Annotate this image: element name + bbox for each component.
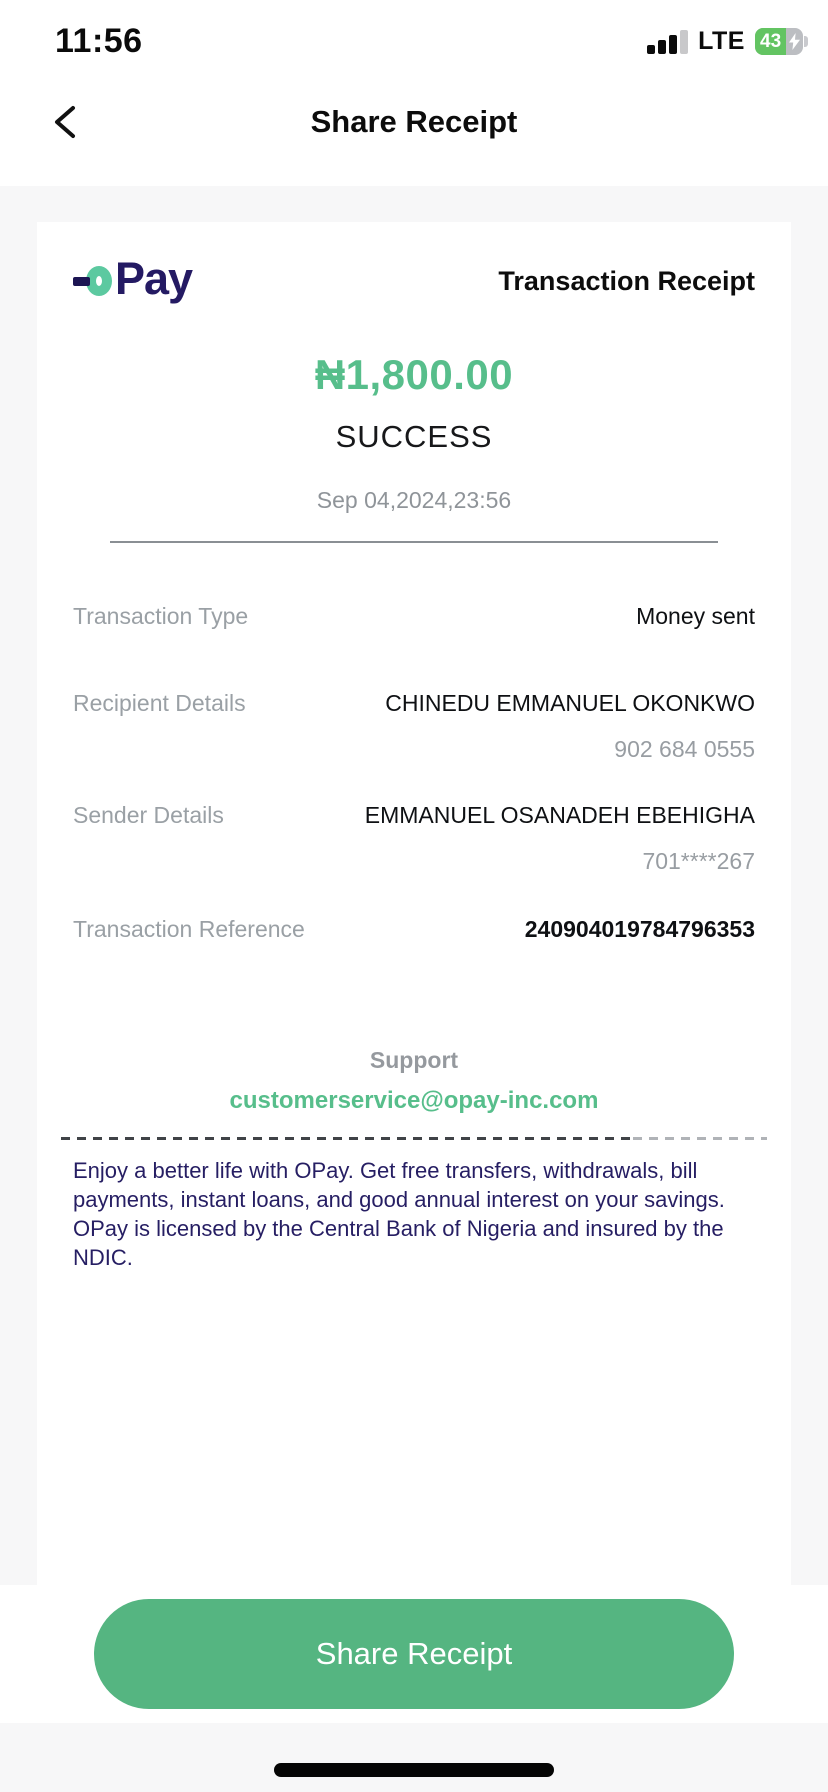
footer-note: Enjoy a better life with OPay. Get free transfers, withdrawals, bill payments, instant loans, and good annual interest on your savings. OPay is licensed by the Central Bank of Nigeria and insured by the NDIC. bbox=[73, 1158, 725, 1270]
row-label: Transaction Type bbox=[73, 603, 249, 629]
page-title: Share Receipt bbox=[310, 104, 518, 139]
nav-bar bbox=[0, 96, 828, 148]
action-bar bbox=[0, 1585, 828, 1723]
receipt-card bbox=[37, 222, 791, 1585]
transaction-status: SUCCESS bbox=[335, 419, 493, 454]
dashed-divider bbox=[61, 1137, 767, 1140]
back-button[interactable] bbox=[50, 105, 80, 139]
share-receipt-button[interactable]: Share Receipt bbox=[94, 1599, 734, 1709]
row-transaction-reference bbox=[73, 916, 755, 943]
row-sender-details bbox=[73, 802, 755, 829]
charging-bolt-icon bbox=[788, 33, 801, 50]
recipient-account-number: 902 684 0555 bbox=[614, 736, 755, 762]
home-bar-area bbox=[0, 1723, 828, 1792]
top-bar bbox=[0, 0, 828, 186]
transaction-datetime: Sep 04,2024,23:56 bbox=[316, 487, 512, 513]
sender-account-number: 701****267 bbox=[642, 848, 755, 874]
row-label: Recipient Details bbox=[73, 690, 246, 716]
row-value: 240904019784796353 bbox=[524, 916, 755, 942]
row-value: EMMANUEL OSANADEH EBEHIGHA bbox=[364, 802, 755, 828]
status-time: 11:56 bbox=[55, 22, 143, 60]
receipt-header-row bbox=[73, 253, 755, 306]
network-type-label: LTE bbox=[698, 27, 745, 55]
home-indicator[interactable] bbox=[274, 1763, 554, 1777]
row-label: Transaction Reference bbox=[73, 916, 305, 942]
opay-logo bbox=[73, 255, 192, 307]
battery-icon bbox=[755, 28, 808, 55]
support-label: Support bbox=[369, 1047, 459, 1073]
support-email-link[interactable]: customerservice@opay-inc.com bbox=[229, 1087, 599, 1114]
transaction-amount: ₦1,800.00 bbox=[314, 351, 514, 398]
divider bbox=[110, 541, 718, 543]
chevron-left-icon bbox=[52, 105, 78, 139]
row-transaction-type bbox=[73, 603, 755, 630]
status-indicators bbox=[647, 27, 808, 56]
signal-strength-icon bbox=[647, 30, 688, 54]
opay-logo-text: Pay bbox=[115, 253, 193, 304]
battery-percent-label: 43 bbox=[760, 31, 782, 52]
receipt-title: Transaction Receipt bbox=[498, 265, 755, 296]
row-label: Sender Details bbox=[73, 802, 224, 828]
row-value: Money sent bbox=[636, 603, 755, 629]
row-recipient-details bbox=[73, 690, 755, 717]
status-bar bbox=[55, 22, 808, 61]
opay-logo-dash bbox=[73, 277, 90, 286]
row-value: CHINEDU EMMANUEL OKONKWO bbox=[385, 690, 755, 716]
